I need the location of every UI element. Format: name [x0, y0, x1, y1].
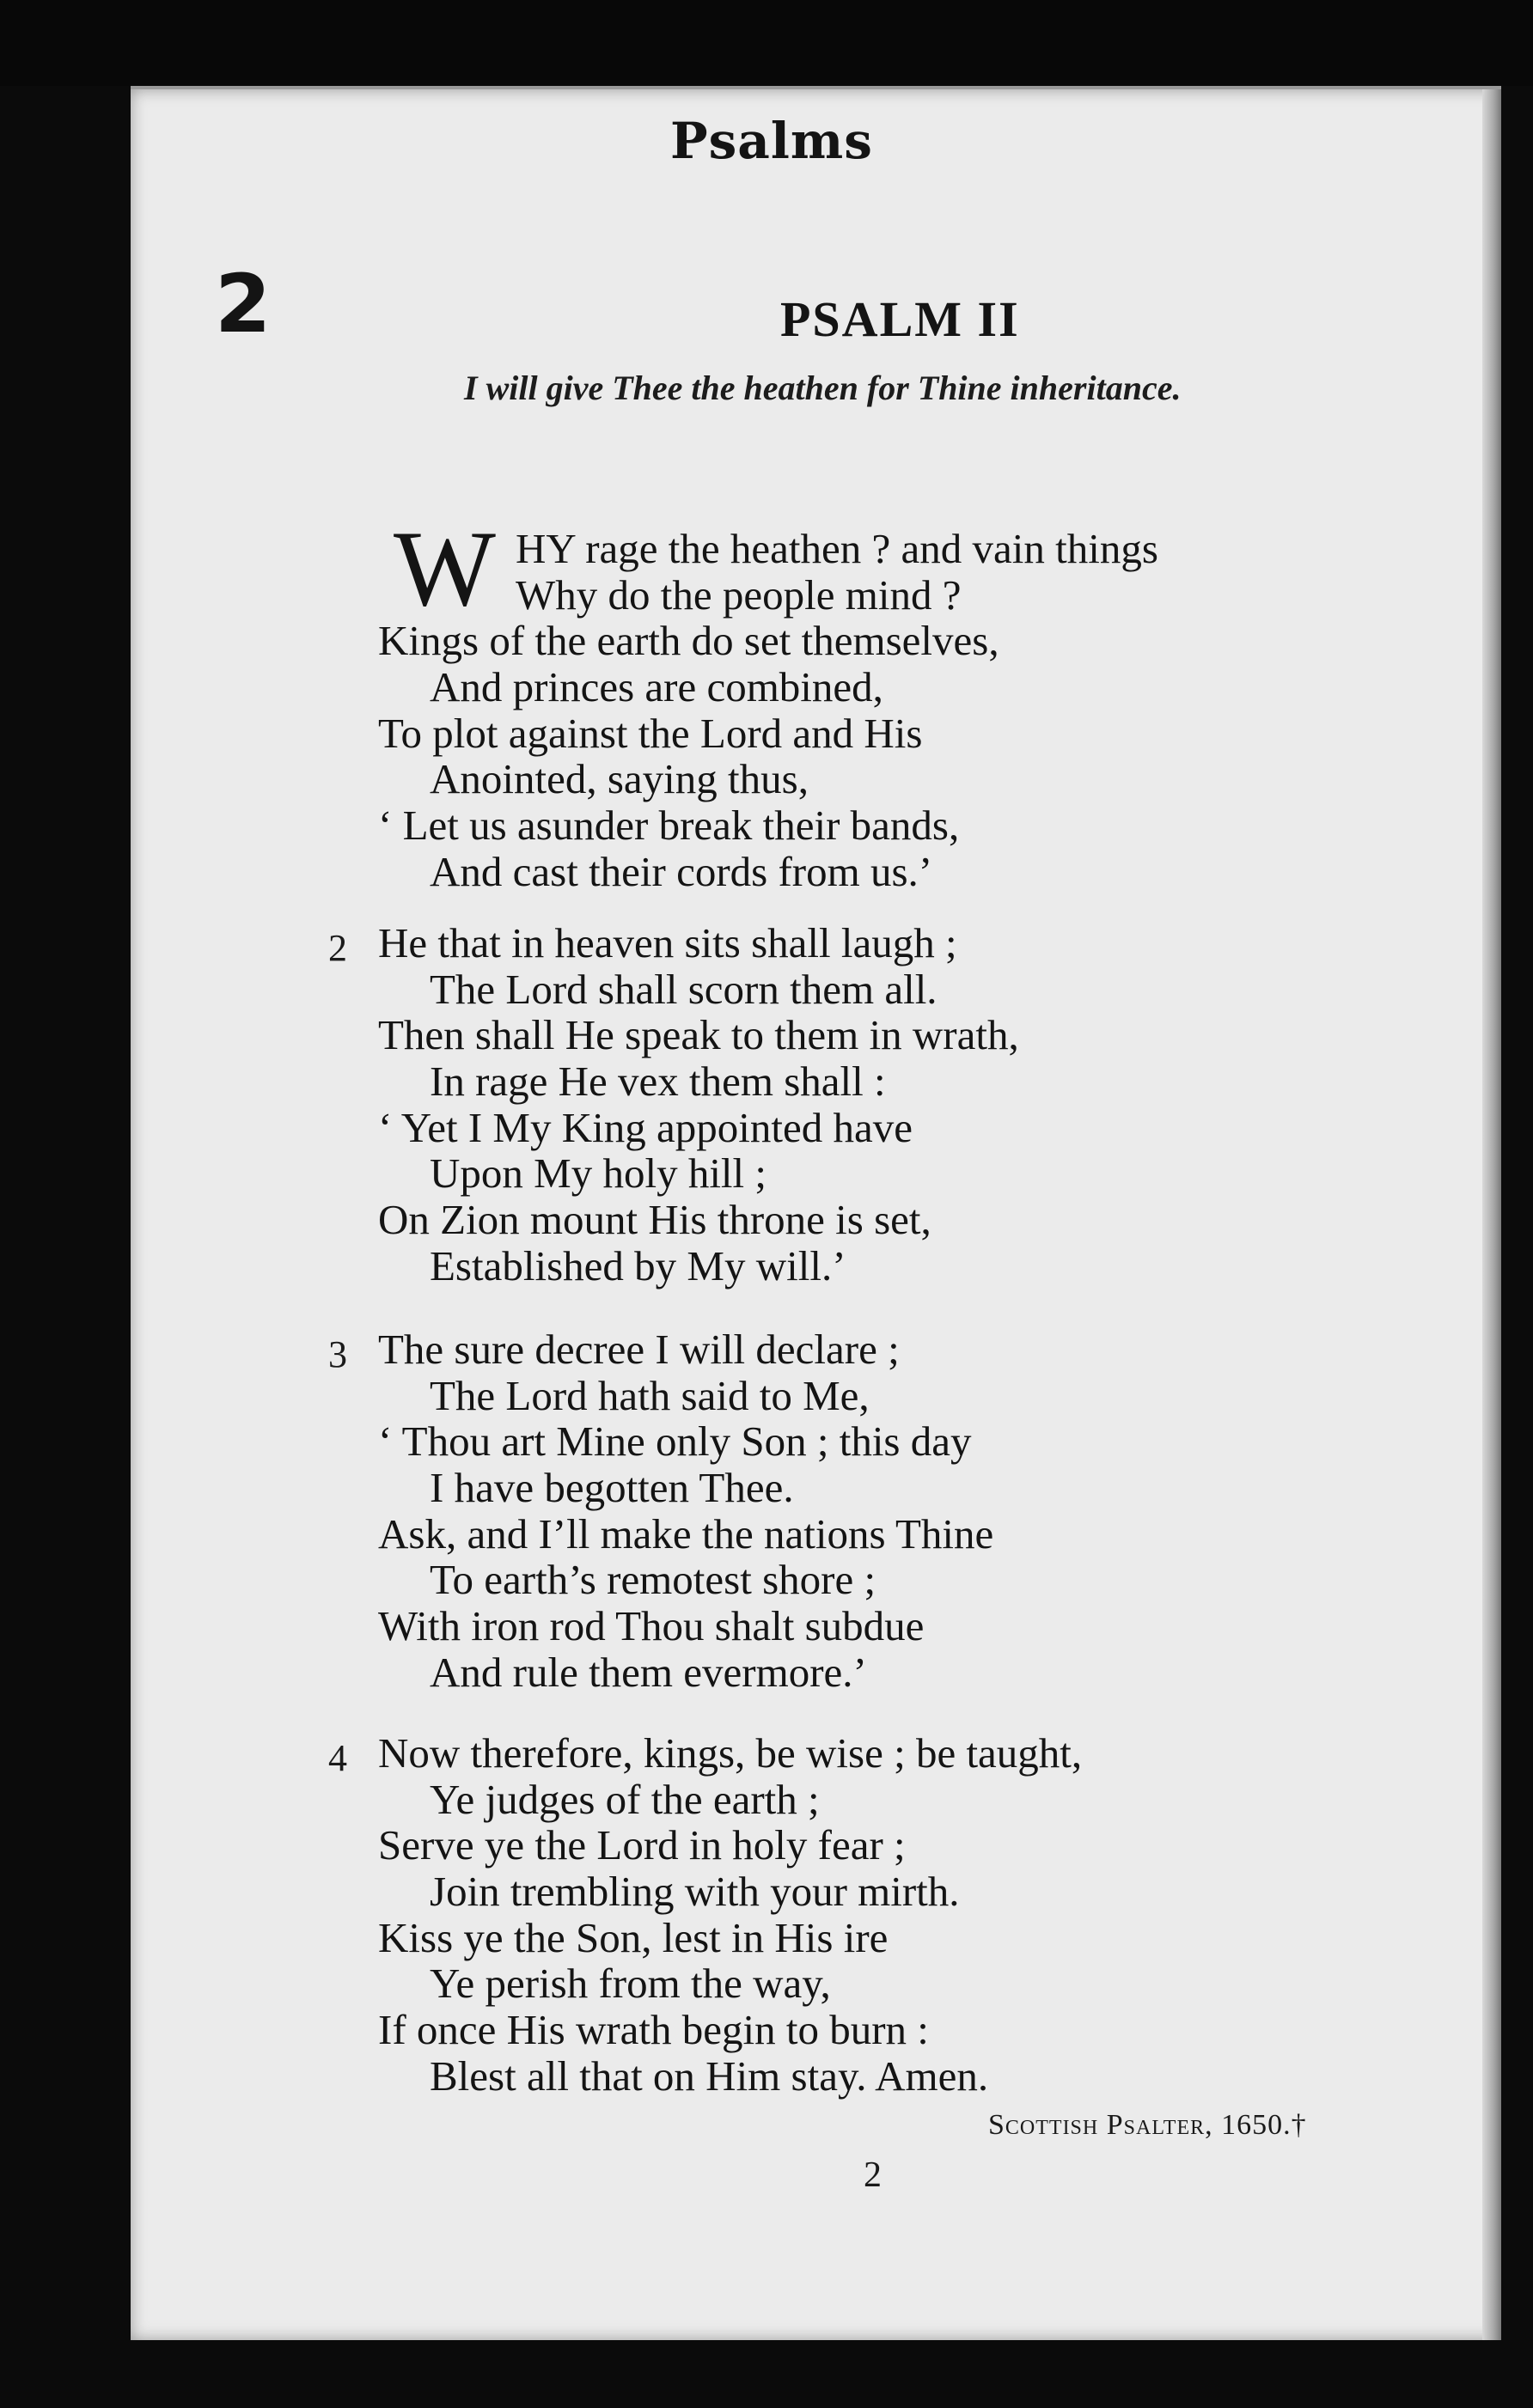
verse-line: In rage He vex them shall :: [430, 1058, 886, 1106]
stanza-4: [378, 1730, 1082, 2100]
verse-line: The sure decree I will declare ;: [378, 1326, 900, 1373]
verse-line: ‘ Let us asunder break their bands,: [378, 802, 960, 850]
scan-background: [0, 0, 1533, 86]
drop-cap: W: [394, 509, 496, 629]
verse-line: With iron rod Thou shalt subdue: [378, 1602, 925, 1650]
verse-line: To plot against the Lord and His: [378, 709, 923, 757]
verse-line: On Zion mount His throne is set,: [378, 1196, 931, 1244]
verse-line: He that in heaven sits shall laugh ;: [378, 919, 957, 966]
verse-line: Upon My holy hill ;: [430, 1149, 767, 1198]
stanza-number: 3: [328, 1333, 347, 1375]
stanza-3: [378, 1326, 993, 1696]
psalm-subtitle: I will give Thee the heathen for Thine inheritance.: [464, 369, 1182, 407]
stanza-2: [378, 920, 1019, 1289]
verse-line: Established by My will.’: [430, 1241, 846, 1289]
verse-line: And cast their cords from us.’: [430, 847, 933, 895]
verse-line: ‘ Thou art Mine only Son ; this day: [378, 1417, 972, 1466]
verse-line: Join trembling with your mirth.: [430, 1868, 960, 1916]
verse-line: And princes are combined,: [430, 663, 883, 711]
verse-line: Blest all that on Him stay. Amen.: [430, 2051, 989, 2100]
verse-line: And rule them evermore.’: [430, 1648, 867, 1696]
attribution: Scottish Psalter, 1650.†: [988, 2109, 1307, 2141]
verse-line: Ye judges of the earth ;: [430, 1775, 820, 1823]
verse-line: Kiss ye the Son, lest in His ire: [378, 1913, 889, 1961]
verse-line: The Lord hath said to Me,: [430, 1371, 870, 1419]
verse-line: Ask, and I’ll make the nations Thine: [378, 1509, 994, 1558]
psalm-heading: PSALM II: [780, 291, 1020, 347]
stanza-1: [378, 526, 1158, 895]
verse-line: To earth’s remotest shore ;: [430, 1556, 876, 1604]
verse-line: I have begotten Thee.: [430, 1464, 794, 1512]
running-header: Psalms: [670, 112, 873, 170]
verse-line: Ye perish from the way,: [430, 1960, 831, 2008]
page-number: 2: [864, 2155, 882, 2195]
verse-line: HY rage the heathen ? and vain things: [516, 525, 1158, 572]
verse-line: Now therefore, kings, be wise ; be taught,: [378, 1729, 1083, 1777]
verse-line: Why do the people mind ?: [516, 570, 962, 619]
verse-line: The Lord shall scorn them all.: [430, 965, 938, 1013]
verse-line: Then shall He speak to them in wrath,: [378, 1011, 1019, 1059]
verse-line: Serve ye the Lord in holy fear ;: [378, 1821, 906, 1869]
verse-line: ‘ Yet I My King appointed have: [378, 1103, 913, 1151]
stanza-number: 4: [328, 1737, 347, 1779]
stanza-number: 2: [328, 927, 347, 969]
verse-line: If once His wrath begin to burn :: [378, 2006, 929, 2054]
verse-line: Kings of the earth do set themselves,: [378, 617, 999, 665]
psalm-number: 2: [215, 258, 272, 351]
verse-line: Anointed, saying thus,: [430, 755, 809, 803]
